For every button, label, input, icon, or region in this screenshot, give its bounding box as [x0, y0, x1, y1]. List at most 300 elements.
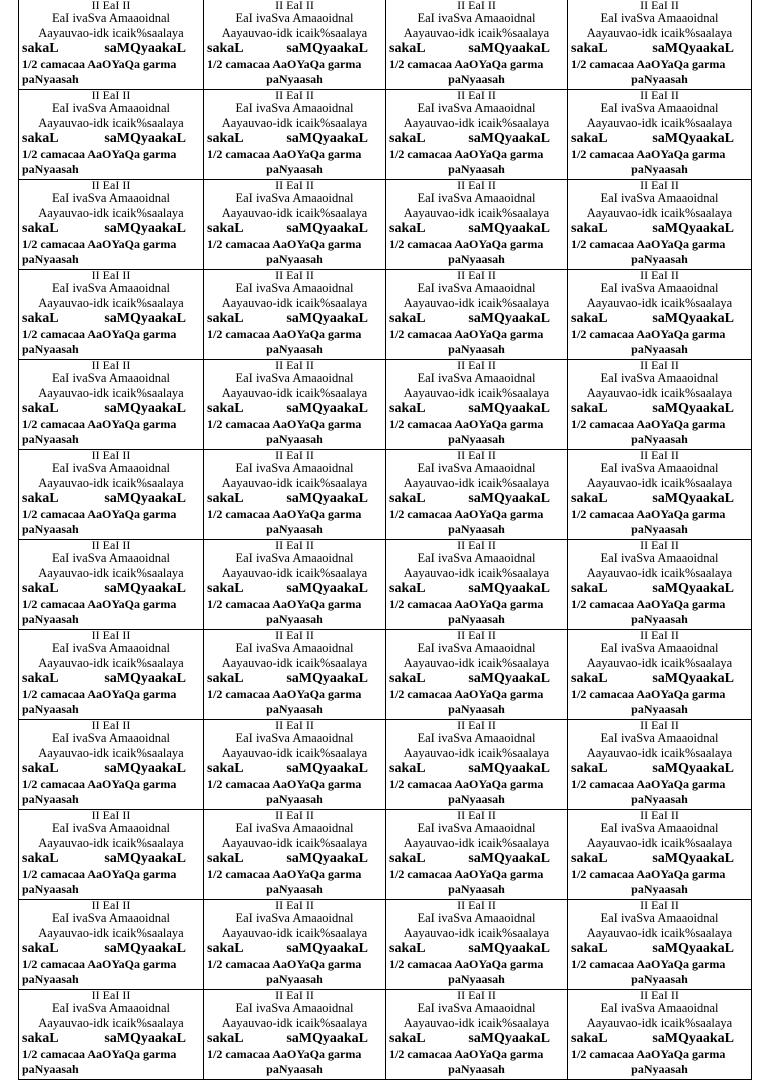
label-evening: saMQyaakaL	[286, 941, 368, 956]
label-evening: saMQyaakaL	[468, 851, 550, 866]
label-institution: EaI ivaSva Amaaoidnal	[51, 551, 171, 565]
label-evening: saMQyaakaL	[468, 41, 550, 56]
label-timing	[207, 221, 382, 237]
label-evening: saMQyaakaL	[468, 401, 550, 416]
label-header: II EaI II	[275, 0, 314, 12]
label-instruction: paNyaasah	[631, 432, 688, 446]
label-evening: saMQyaakaL	[104, 491, 186, 506]
label-institution: EaI ivaSva Amaaoidnal	[51, 11, 171, 25]
label-header: II EaI II	[91, 718, 131, 732]
label-evening: saMQyaakaL	[468, 761, 550, 776]
label-morning: sakaL	[22, 851, 59, 866]
label-institution: EaI ivaSva Amaaoidnal	[600, 461, 719, 475]
medicine-label	[386, 810, 568, 900]
label-timing	[22, 671, 200, 687]
label-header: II EaI II	[640, 448, 679, 462]
label-institution: EaI ivaSva Amaaoidnal	[235, 1001, 354, 1015]
label-dose: 1/2 camacaa AaOYaQa garma	[571, 957, 726, 971]
label-instruction: paNyaasah	[22, 1062, 79, 1076]
label-evening: saMQyaakaL	[104, 1031, 186, 1046]
medicine-label	[19, 360, 204, 450]
label-instruction: paNyaasah	[448, 612, 505, 626]
medicine-label	[386, 90, 568, 180]
label-timing	[22, 131, 200, 147]
label-institution: EaI ivaSva Amaaoidnal	[600, 281, 719, 295]
label-timing	[389, 131, 564, 147]
label-morning: sakaL	[207, 41, 244, 56]
label-evening: saMQyaakaL	[652, 311, 734, 326]
label-instruction: paNyaasah	[266, 972, 323, 986]
label-dose: 1/2 camacaa AaOYaQa garma	[571, 507, 726, 521]
label-timing	[389, 311, 564, 327]
medicine-label	[19, 990, 204, 1080]
medicine-label	[204, 180, 386, 270]
label-header: II EaI II	[91, 358, 131, 372]
label-morning: sakaL	[22, 761, 59, 776]
label-header: II EaI II	[640, 0, 679, 12]
label-dose: 1/2 camacaa AaOYaQa garma	[22, 957, 177, 971]
label-hospital: Aayauvao-idk icaik%saalaya	[221, 656, 368, 670]
label-evening: saMQyaakaL	[468, 221, 550, 236]
label-header: II EaI II	[457, 358, 496, 372]
label-morning: sakaL	[571, 401, 608, 416]
label-instruction: paNyaasah	[448, 702, 505, 716]
label-instruction: paNyaasah	[266, 342, 323, 356]
medicine-label	[204, 360, 386, 450]
medicine-label	[568, 900, 752, 990]
label-evening: saMQyaakaL	[286, 41, 368, 56]
label-dose: 1/2 camacaa AaOYaQa garma	[571, 147, 726, 161]
label-instruction: paNyaasah	[631, 342, 688, 356]
label-header: II EaI II	[457, 268, 496, 282]
label-dose: 1/2 camacaa AaOYaQa garma	[571, 237, 726, 251]
label-hospital: Aayauvao-idk icaik%saalaya	[221, 1016, 368, 1030]
label-timing	[389, 761, 564, 777]
medicine-label	[204, 540, 386, 630]
label-header: II EaI II	[275, 358, 314, 372]
label-hospital: Aayauvao-idk icaik%saalaya	[221, 746, 368, 760]
label-morning: sakaL	[207, 401, 244, 416]
label-hospital: Aayauvao-idk icaik%saalaya	[221, 206, 368, 220]
label-dose: 1/2 camacaa AaOYaQa garma	[571, 327, 726, 341]
label-instruction: paNyaasah	[266, 882, 323, 896]
label-timing	[22, 761, 200, 777]
label-hospital: Aayauvao-idk icaik%saalaya	[38, 386, 184, 400]
label-evening: saMQyaakaL	[652, 41, 734, 56]
label-hospital: Aayauvao-idk icaik%saalaya	[38, 26, 184, 40]
label-hospital: Aayauvao-idk icaik%saalaya	[586, 836, 733, 850]
label-institution: EaI ivaSva Amaaoidnal	[235, 911, 354, 925]
label-header: II EaI II	[640, 88, 679, 102]
medicine-label	[19, 720, 204, 810]
label-institution: EaI ivaSva Amaaoidnal	[600, 1001, 719, 1015]
label-timing	[207, 401, 382, 417]
label-timing	[389, 581, 564, 597]
medicine-label	[204, 900, 386, 990]
label-institution: EaI ivaSva Amaaoidnal	[235, 11, 354, 25]
label-institution: EaI ivaSva Amaaoidnal	[51, 821, 171, 835]
label-morning: sakaL	[207, 221, 244, 236]
label-timing	[389, 671, 564, 687]
label-morning: sakaL	[389, 671, 426, 686]
label-instruction: paNyaasah	[631, 972, 688, 986]
label-dose: 1/2 camacaa AaOYaQa garma	[389, 327, 544, 341]
label-instruction: paNyaasah	[22, 972, 79, 986]
label-dose: 1/2 camacaa AaOYaQa garma	[22, 1047, 177, 1061]
label-instruction: paNyaasah	[448, 72, 505, 86]
label-institution: EaI ivaSva Amaaoidnal	[600, 11, 719, 25]
medicine-label	[19, 540, 204, 630]
label-dose: 1/2 camacaa AaOYaQa garma	[571, 777, 726, 791]
label-timing	[207, 311, 382, 327]
label-hospital: Aayauvao-idk icaik%saalaya	[586, 566, 733, 580]
label-dose: 1/2 camacaa AaOYaQa garma	[389, 417, 544, 431]
label-evening: saMQyaakaL	[468, 671, 550, 686]
label-morning: sakaL	[571, 671, 608, 686]
label-institution: EaI ivaSva Amaaoidnal	[235, 371, 354, 385]
label-timing	[389, 491, 564, 507]
label-dose: 1/2 camacaa AaOYaQa garma	[22, 687, 177, 701]
label-morning: sakaL	[22, 221, 59, 236]
label-evening: saMQyaakaL	[286, 1031, 368, 1046]
label-timing	[571, 491, 748, 507]
label-header: II EaI II	[457, 538, 496, 552]
label-hospital: Aayauvao-idk icaik%saalaya	[38, 926, 184, 940]
label-header: II EaI II	[91, 628, 131, 642]
label-evening: saMQyaakaL	[286, 311, 368, 326]
label-dose: 1/2 camacaa AaOYaQa garma	[207, 327, 362, 341]
medicine-label	[386, 630, 568, 720]
label-timing	[389, 401, 564, 417]
label-header: II EaI II	[640, 358, 679, 372]
label-timing	[22, 491, 200, 507]
medicine-label	[568, 720, 752, 810]
medicine-label	[568, 270, 752, 360]
medicine-label	[568, 450, 752, 540]
label-instruction: paNyaasah	[631, 252, 688, 266]
label-institution: EaI ivaSva Amaaoidnal	[51, 461, 171, 475]
medicine-label	[204, 630, 386, 720]
label-header: II EaI II	[457, 898, 496, 912]
label-institution: EaI ivaSva Amaaoidnal	[51, 641, 171, 655]
medicine-label	[19, 900, 204, 990]
label-institution: EaI ivaSva Amaaoidnal	[235, 461, 354, 475]
label-evening: saMQyaakaL	[652, 221, 734, 236]
label-instruction: paNyaasah	[266, 792, 323, 806]
label-institution: EaI ivaSva Amaaoidnal	[417, 371, 536, 385]
label-evening: saMQyaakaL	[286, 851, 368, 866]
label-header: II EaI II	[640, 718, 679, 732]
label-dose: 1/2 camacaa AaOYaQa garma	[389, 687, 544, 701]
label-evening: saMQyaakaL	[104, 581, 186, 596]
label-dose: 1/2 camacaa AaOYaQa garma	[22, 417, 177, 431]
label-hospital: Aayauvao-idk icaik%saalaya	[221, 386, 368, 400]
label-evening: saMQyaakaL	[104, 761, 186, 776]
label-hospital: Aayauvao-idk icaik%saalaya	[586, 656, 733, 670]
medicine-label	[386, 0, 568, 90]
label-dose: 1/2 camacaa AaOYaQa garma	[22, 507, 177, 521]
label-header: II EaI II	[275, 268, 314, 282]
label-evening: saMQyaakaL	[286, 221, 368, 236]
medicine-label	[568, 630, 752, 720]
label-header: II EaI II	[275, 808, 314, 822]
label-instruction: paNyaasah	[448, 162, 505, 176]
label-morning: sakaL	[389, 131, 426, 146]
label-instruction: paNyaasah	[266, 162, 323, 176]
label-hospital: Aayauvao-idk icaik%saalaya	[38, 836, 184, 850]
label-morning: sakaL	[389, 581, 426, 596]
label-institution: EaI ivaSva Amaaoidnal	[600, 911, 719, 925]
label-timing	[571, 941, 748, 957]
label-morning: sakaL	[571, 311, 608, 326]
label-timing	[571, 761, 748, 777]
label-institution: EaI ivaSva Amaaoidnal	[417, 11, 536, 25]
label-dose: 1/2 camacaa AaOYaQa garma	[389, 1047, 544, 1061]
label-hospital: Aayauvao-idk icaik%saalaya	[586, 1016, 733, 1030]
label-header: II EaI II	[457, 718, 496, 732]
label-instruction: paNyaasah	[22, 72, 79, 86]
label-evening: saMQyaakaL	[652, 131, 734, 146]
label-evening: saMQyaakaL	[652, 671, 734, 686]
label-dose: 1/2 camacaa AaOYaQa garma	[207, 147, 362, 161]
label-morning: sakaL	[207, 1031, 244, 1046]
label-hospital: Aayauvao-idk icaik%saalaya	[403, 116, 550, 130]
medicine-label	[204, 720, 386, 810]
label-institution: EaI ivaSva Amaaoidnal	[600, 731, 719, 745]
label-dose: 1/2 camacaa AaOYaQa garma	[207, 957, 362, 971]
label-hospital: Aayauvao-idk icaik%saalaya	[221, 296, 368, 310]
label-header: II EaI II	[91, 0, 131, 12]
label-hospital: Aayauvao-idk icaik%saalaya	[38, 1016, 184, 1030]
label-dose: 1/2 camacaa AaOYaQa garma	[207, 57, 362, 71]
label-dose: 1/2 camacaa AaOYaQa garma	[22, 597, 177, 611]
label-instruction: paNyaasah	[22, 612, 79, 626]
label-hospital: Aayauvao-idk icaik%saalaya	[38, 296, 184, 310]
label-hospital: Aayauvao-idk icaik%saalaya	[586, 206, 733, 220]
label-institution: EaI ivaSva Amaaoidnal	[417, 281, 536, 295]
label-header: II EaI II	[275, 718, 314, 732]
label-timing	[22, 401, 200, 417]
label-header: II EaI II	[91, 988, 131, 1002]
label-evening: saMQyaakaL	[286, 491, 368, 506]
label-evening: saMQyaakaL	[468, 581, 550, 596]
label-morning: sakaL	[571, 761, 608, 776]
label-institution: EaI ivaSva Amaaoidnal	[235, 821, 354, 835]
label-header: II EaI II	[91, 448, 131, 462]
label-dose: 1/2 camacaa AaOYaQa garma	[207, 867, 362, 881]
label-instruction: paNyaasah	[266, 72, 323, 86]
label-hospital: Aayauvao-idk icaik%saalaya	[403, 206, 550, 220]
label-hospital: Aayauvao-idk icaik%saalaya	[403, 1016, 550, 1030]
label-morning: sakaL	[22, 1031, 59, 1046]
label-evening: saMQyaakaL	[104, 221, 186, 236]
label-dose: 1/2 camacaa AaOYaQa garma	[207, 597, 362, 611]
label-header: II EaI II	[275, 538, 314, 552]
label-institution: EaI ivaSva Amaaoidnal	[235, 281, 354, 295]
label-hospital: Aayauvao-idk icaik%saalaya	[38, 206, 184, 220]
label-morning: sakaL	[571, 851, 608, 866]
medicine-label	[204, 270, 386, 360]
label-header: II EaI II	[457, 628, 496, 642]
label-institution: EaI ivaSva Amaaoidnal	[235, 551, 354, 565]
label-morning: sakaL	[389, 221, 426, 236]
label-hospital: Aayauvao-idk icaik%saalaya	[403, 296, 550, 310]
label-timing	[22, 311, 200, 327]
label-hospital: Aayauvao-idk icaik%saalaya	[38, 566, 184, 580]
label-hospital: Aayauvao-idk icaik%saalaya	[586, 926, 733, 940]
medicine-label	[568, 810, 752, 900]
label-hospital: Aayauvao-idk icaik%saalaya	[586, 746, 733, 760]
label-institution: EaI ivaSva Amaaoidnal	[417, 731, 536, 745]
medicine-label	[568, 360, 752, 450]
medicine-label	[19, 630, 204, 720]
label-timing	[571, 1031, 748, 1047]
label-evening: saMQyaakaL	[104, 941, 186, 956]
medicine-label	[568, 990, 752, 1080]
label-header: II EaI II	[457, 0, 496, 12]
label-evening: saMQyaakaL	[652, 401, 734, 416]
label-evening: saMQyaakaL	[652, 581, 734, 596]
label-hospital: Aayauvao-idk icaik%saalaya	[403, 926, 550, 940]
medicine-label	[19, 810, 204, 900]
label-institution: EaI ivaSva Amaaoidnal	[51, 101, 171, 115]
label-timing	[389, 851, 564, 867]
label-dose: 1/2 camacaa AaOYaQa garma	[389, 867, 544, 881]
label-evening: saMQyaakaL	[468, 941, 550, 956]
label-timing	[571, 221, 748, 237]
label-dose: 1/2 camacaa AaOYaQa garma	[389, 57, 544, 71]
medicine-label	[19, 90, 204, 180]
label-timing	[571, 851, 748, 867]
label-morning: sakaL	[22, 941, 59, 956]
label-header: II EaI II	[640, 808, 679, 822]
label-header: II EaI II	[275, 898, 314, 912]
label-dose: 1/2 camacaa AaOYaQa garma	[22, 147, 177, 161]
label-dose: 1/2 camacaa AaOYaQa garma	[207, 687, 362, 701]
label-institution: EaI ivaSva Amaaoidnal	[51, 371, 171, 385]
label-dose: 1/2 camacaa AaOYaQa garma	[22, 57, 177, 71]
medicine-label	[568, 540, 752, 630]
label-instruction: paNyaasah	[22, 702, 79, 716]
label-dose: 1/2 camacaa AaOYaQa garma	[389, 237, 544, 251]
label-evening: saMQyaakaL	[652, 851, 734, 866]
label-dose: 1/2 camacaa AaOYaQa garma	[571, 597, 726, 611]
label-institution: EaI ivaSva Amaaoidnal	[600, 101, 719, 115]
label-institution: EaI ivaSva Amaaoidnal	[600, 821, 719, 835]
label-evening: saMQyaakaL	[286, 671, 368, 686]
label-dose: 1/2 camacaa AaOYaQa garma	[389, 507, 544, 521]
label-instruction: paNyaasah	[448, 252, 505, 266]
label-instruction: paNyaasah	[266, 612, 323, 626]
label-instruction: paNyaasah	[631, 612, 688, 626]
label-institution: EaI ivaSva Amaaoidnal	[417, 461, 536, 475]
label-dose: 1/2 camacaa AaOYaQa garma	[207, 237, 362, 251]
label-header: II EaI II	[640, 628, 679, 642]
label-timing	[207, 491, 382, 507]
label-instruction: paNyaasah	[448, 792, 505, 806]
label-hospital: Aayauvao-idk icaik%saalaya	[403, 26, 550, 40]
label-morning: sakaL	[22, 401, 59, 416]
label-morning: sakaL	[22, 311, 59, 326]
label-timing	[571, 401, 748, 417]
label-instruction: paNyaasah	[448, 1062, 505, 1076]
label-institution: EaI ivaSva Amaaoidnal	[235, 641, 354, 655]
label-timing	[207, 851, 382, 867]
label-instruction: paNyaasah	[631, 162, 688, 176]
label-timing	[389, 221, 564, 237]
label-header: II EaI II	[457, 808, 496, 822]
label-dose: 1/2 camacaa AaOYaQa garma	[389, 957, 544, 971]
label-hospital: Aayauvao-idk icaik%saalaya	[403, 386, 550, 400]
label-dose: 1/2 camacaa AaOYaQa garma	[22, 327, 177, 341]
label-morning: sakaL	[389, 311, 426, 326]
label-instruction: paNyaasah	[448, 882, 505, 896]
label-dose: 1/2 camacaa AaOYaQa garma	[389, 147, 544, 161]
label-morning: sakaL	[571, 491, 608, 506]
label-hospital: Aayauvao-idk icaik%saalaya	[38, 746, 184, 760]
label-instruction: paNyaasah	[631, 72, 688, 86]
label-institution: EaI ivaSva Amaaoidnal	[235, 191, 354, 205]
label-timing	[571, 311, 748, 327]
label-evening: saMQyaakaL	[468, 1031, 550, 1046]
label-morning: sakaL	[207, 491, 244, 506]
label-timing	[22, 581, 200, 597]
medicine-label	[19, 0, 204, 90]
label-morning: sakaL	[22, 581, 59, 596]
label-instruction: paNyaasah	[631, 1062, 688, 1076]
label-dose: 1/2 camacaa AaOYaQa garma	[207, 1047, 362, 1061]
label-timing	[571, 671, 748, 687]
label-header: II EaI II	[275, 628, 314, 642]
label-timing	[207, 41, 382, 57]
label-dose: 1/2 camacaa AaOYaQa garma	[389, 777, 544, 791]
label-instruction: paNyaasah	[631, 792, 688, 806]
label-grid	[18, 0, 751, 1080]
label-header: II EaI II	[640, 898, 679, 912]
label-morning: sakaL	[571, 1031, 608, 1046]
label-hospital: Aayauvao-idk icaik%saalaya	[586, 476, 733, 490]
medicine-label	[204, 990, 386, 1080]
label-timing	[389, 41, 564, 57]
label-dose: 1/2 camacaa AaOYaQa garma	[571, 1047, 726, 1061]
label-instruction: paNyaasah	[266, 522, 323, 536]
label-timing	[571, 41, 748, 57]
label-header: II EaI II	[640, 988, 679, 1002]
label-timing	[207, 1031, 382, 1047]
label-institution: EaI ivaSva Amaaoidnal	[51, 1001, 171, 1015]
label-header: II EaI II	[91, 178, 131, 192]
label-institution: EaI ivaSva Amaaoidnal	[417, 821, 536, 835]
label-institution: EaI ivaSva Amaaoidnal	[417, 551, 536, 565]
label-header: II EaI II	[640, 268, 679, 282]
label-hospital: Aayauvao-idk icaik%saalaya	[403, 656, 550, 670]
label-timing	[207, 671, 382, 687]
label-evening: saMQyaakaL	[104, 41, 186, 56]
label-morning: sakaL	[389, 851, 426, 866]
label-header: II EaI II	[457, 178, 496, 192]
label-timing	[22, 1031, 200, 1047]
label-morning: sakaL	[22, 491, 59, 506]
medicine-label	[386, 540, 568, 630]
label-dose: 1/2 camacaa AaOYaQa garma	[389, 597, 544, 611]
label-morning: sakaL	[389, 761, 426, 776]
medicine-label	[204, 450, 386, 540]
label-evening: saMQyaakaL	[468, 311, 550, 326]
label-institution: EaI ivaSva Amaaoidnal	[235, 731, 354, 745]
medicine-label	[204, 0, 386, 90]
medicine-label	[386, 180, 568, 270]
label-timing	[22, 41, 200, 57]
